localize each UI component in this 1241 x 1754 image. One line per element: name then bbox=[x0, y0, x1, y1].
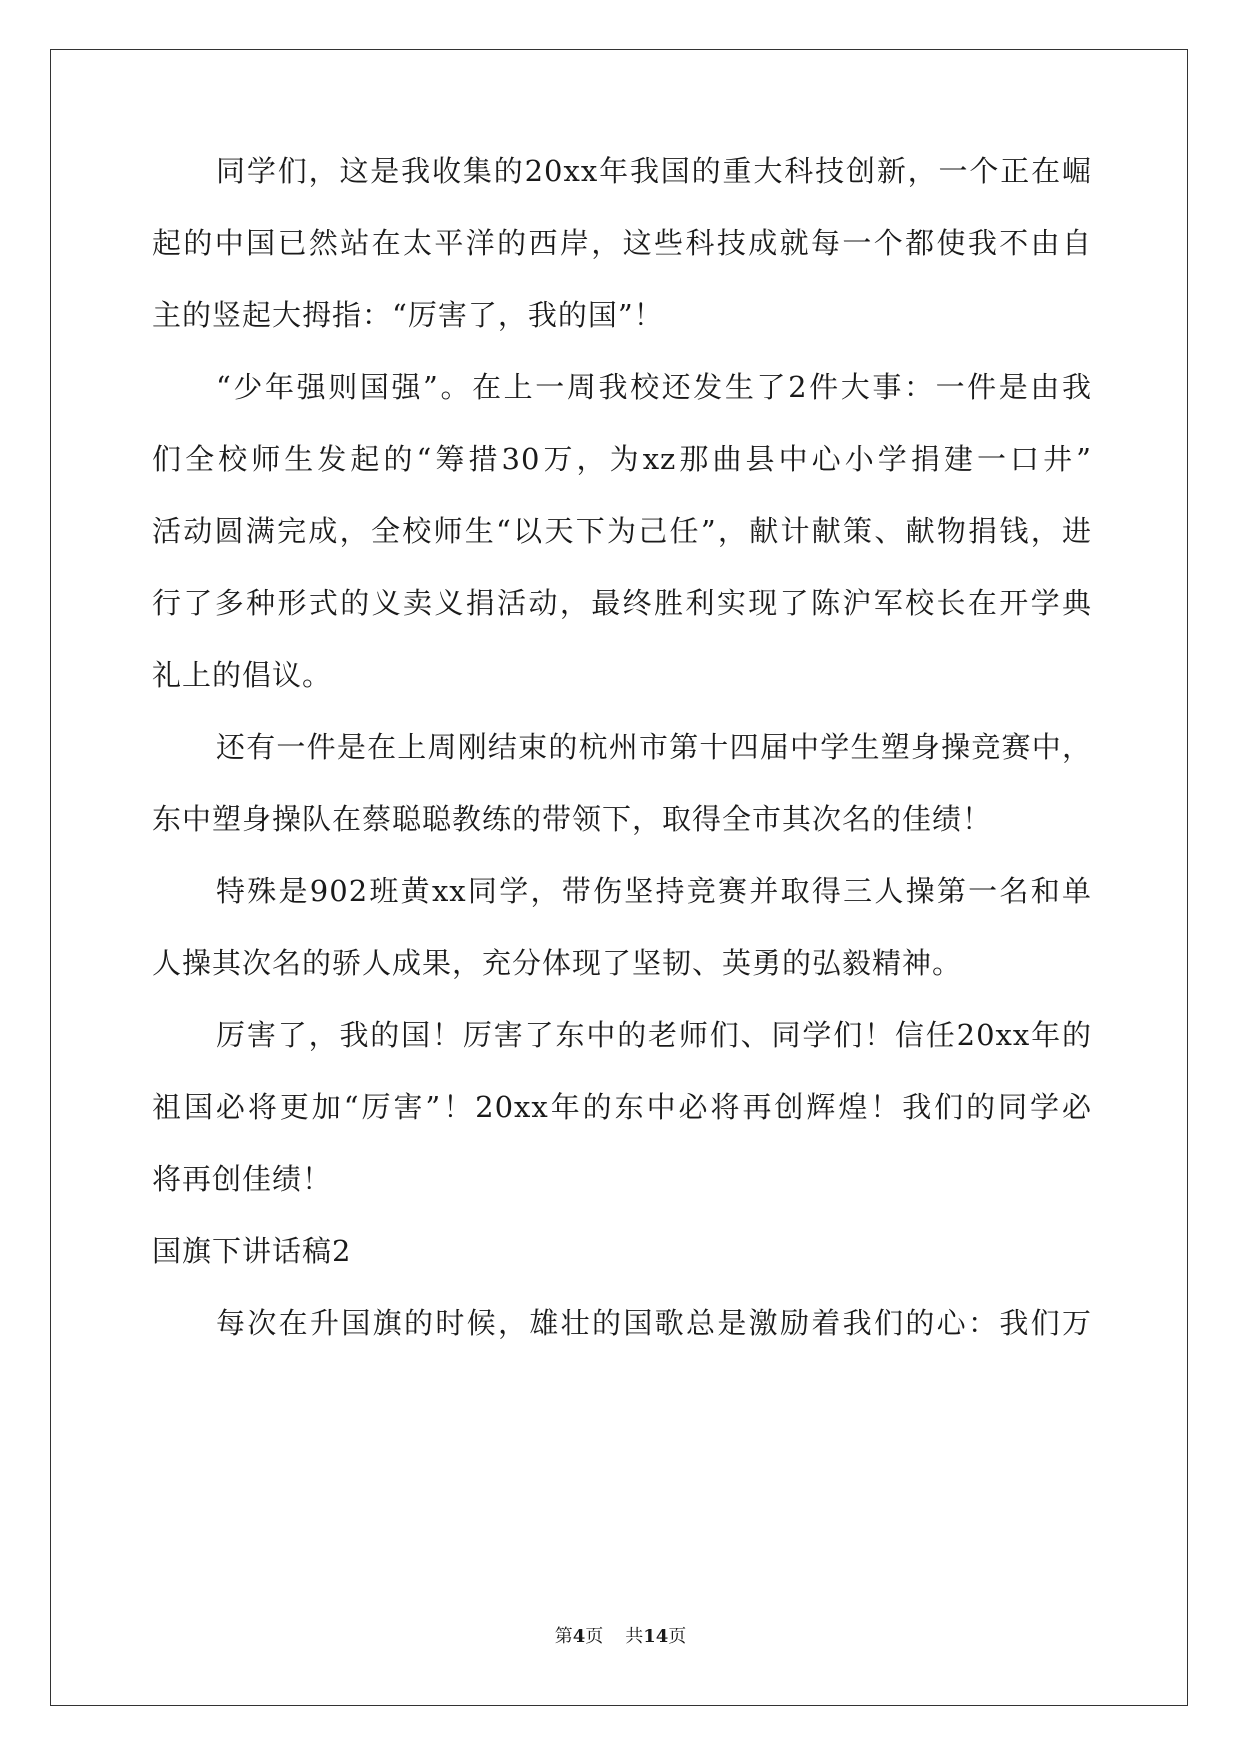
paragraph-line: 们全校师生发起的“筹措30万，为xz那曲县中心小学捐建一口井” bbox=[152, 442, 1092, 476]
paragraph-line: 特殊是902班黄xx同学，带伤坚持竞赛并取得三人操第一名和单 bbox=[216, 874, 1092, 908]
paragraph-line: 起的中国已然站在太平洋的西岸，这些科技成就每一个都使我不由自 bbox=[152, 226, 1092, 260]
paragraph-line: 还有一件是在上周刚结束的杭州市第十四届中学生塑身操竞赛中， bbox=[216, 730, 1092, 764]
paragraph-line: 人操其次名的骄人成果，充分体现了坚韧、英勇的弘毅精神。 bbox=[152, 946, 963, 980]
page-footer bbox=[0, 1625, 1241, 1649]
paragraph-line: 活动圆满完成，全校师生“以天下为己任”，献计献策、献物捐钱，进 bbox=[152, 514, 1092, 548]
footer-total-suffix: 页 bbox=[668, 1626, 687, 1647]
paragraph-line: 行了多种形式的义卖义捐活动，最终胜利实现了陈沪军校长在开学典 bbox=[152, 586, 1092, 620]
paragraph-line: “少年强则国强”。在上一周我校还发生了2件大事：一件是由我 bbox=[216, 370, 1092, 404]
footer-page-suffix: 页 bbox=[585, 1626, 604, 1647]
paragraph-line: 同学们，这是我收集的20xx年我国的重大科技创新，一个正在崛 bbox=[216, 154, 1092, 188]
paragraph-line: 厉害了，我的国！厉害了东中的老师们、同学们！信任20xx年的 bbox=[216, 1018, 1092, 1052]
paragraph-line: 礼上的倡议。 bbox=[152, 658, 333, 692]
current-page-number: 4 bbox=[572, 1626, 586, 1647]
total-page-count: 14 bbox=[643, 1626, 669, 1647]
paragraph-line: 将再创佳绩！ bbox=[152, 1162, 333, 1196]
paragraph-line: 每次在升国旗的时候，雄壮的国歌总是激励着我们的心：我们万 bbox=[216, 1306, 1092, 1340]
paragraph-line: 东中塑身操队在蔡聪聪教练的带领下，取得全市其次名的佳绩！ bbox=[152, 802, 993, 836]
footer-total-prefix: 共 bbox=[625, 1626, 644, 1647]
footer-prefix: 第 bbox=[554, 1626, 573, 1647]
paragraph-line: 主的竖起大拇指：“厉害了，我的国”！ bbox=[152, 298, 664, 332]
section-heading: 国旗下讲话稿2 bbox=[152, 1234, 352, 1268]
paragraph-line: 祖国必将更加“厉害”！20xx年的东中必将再创辉煌！我们的同学必 bbox=[152, 1090, 1092, 1124]
